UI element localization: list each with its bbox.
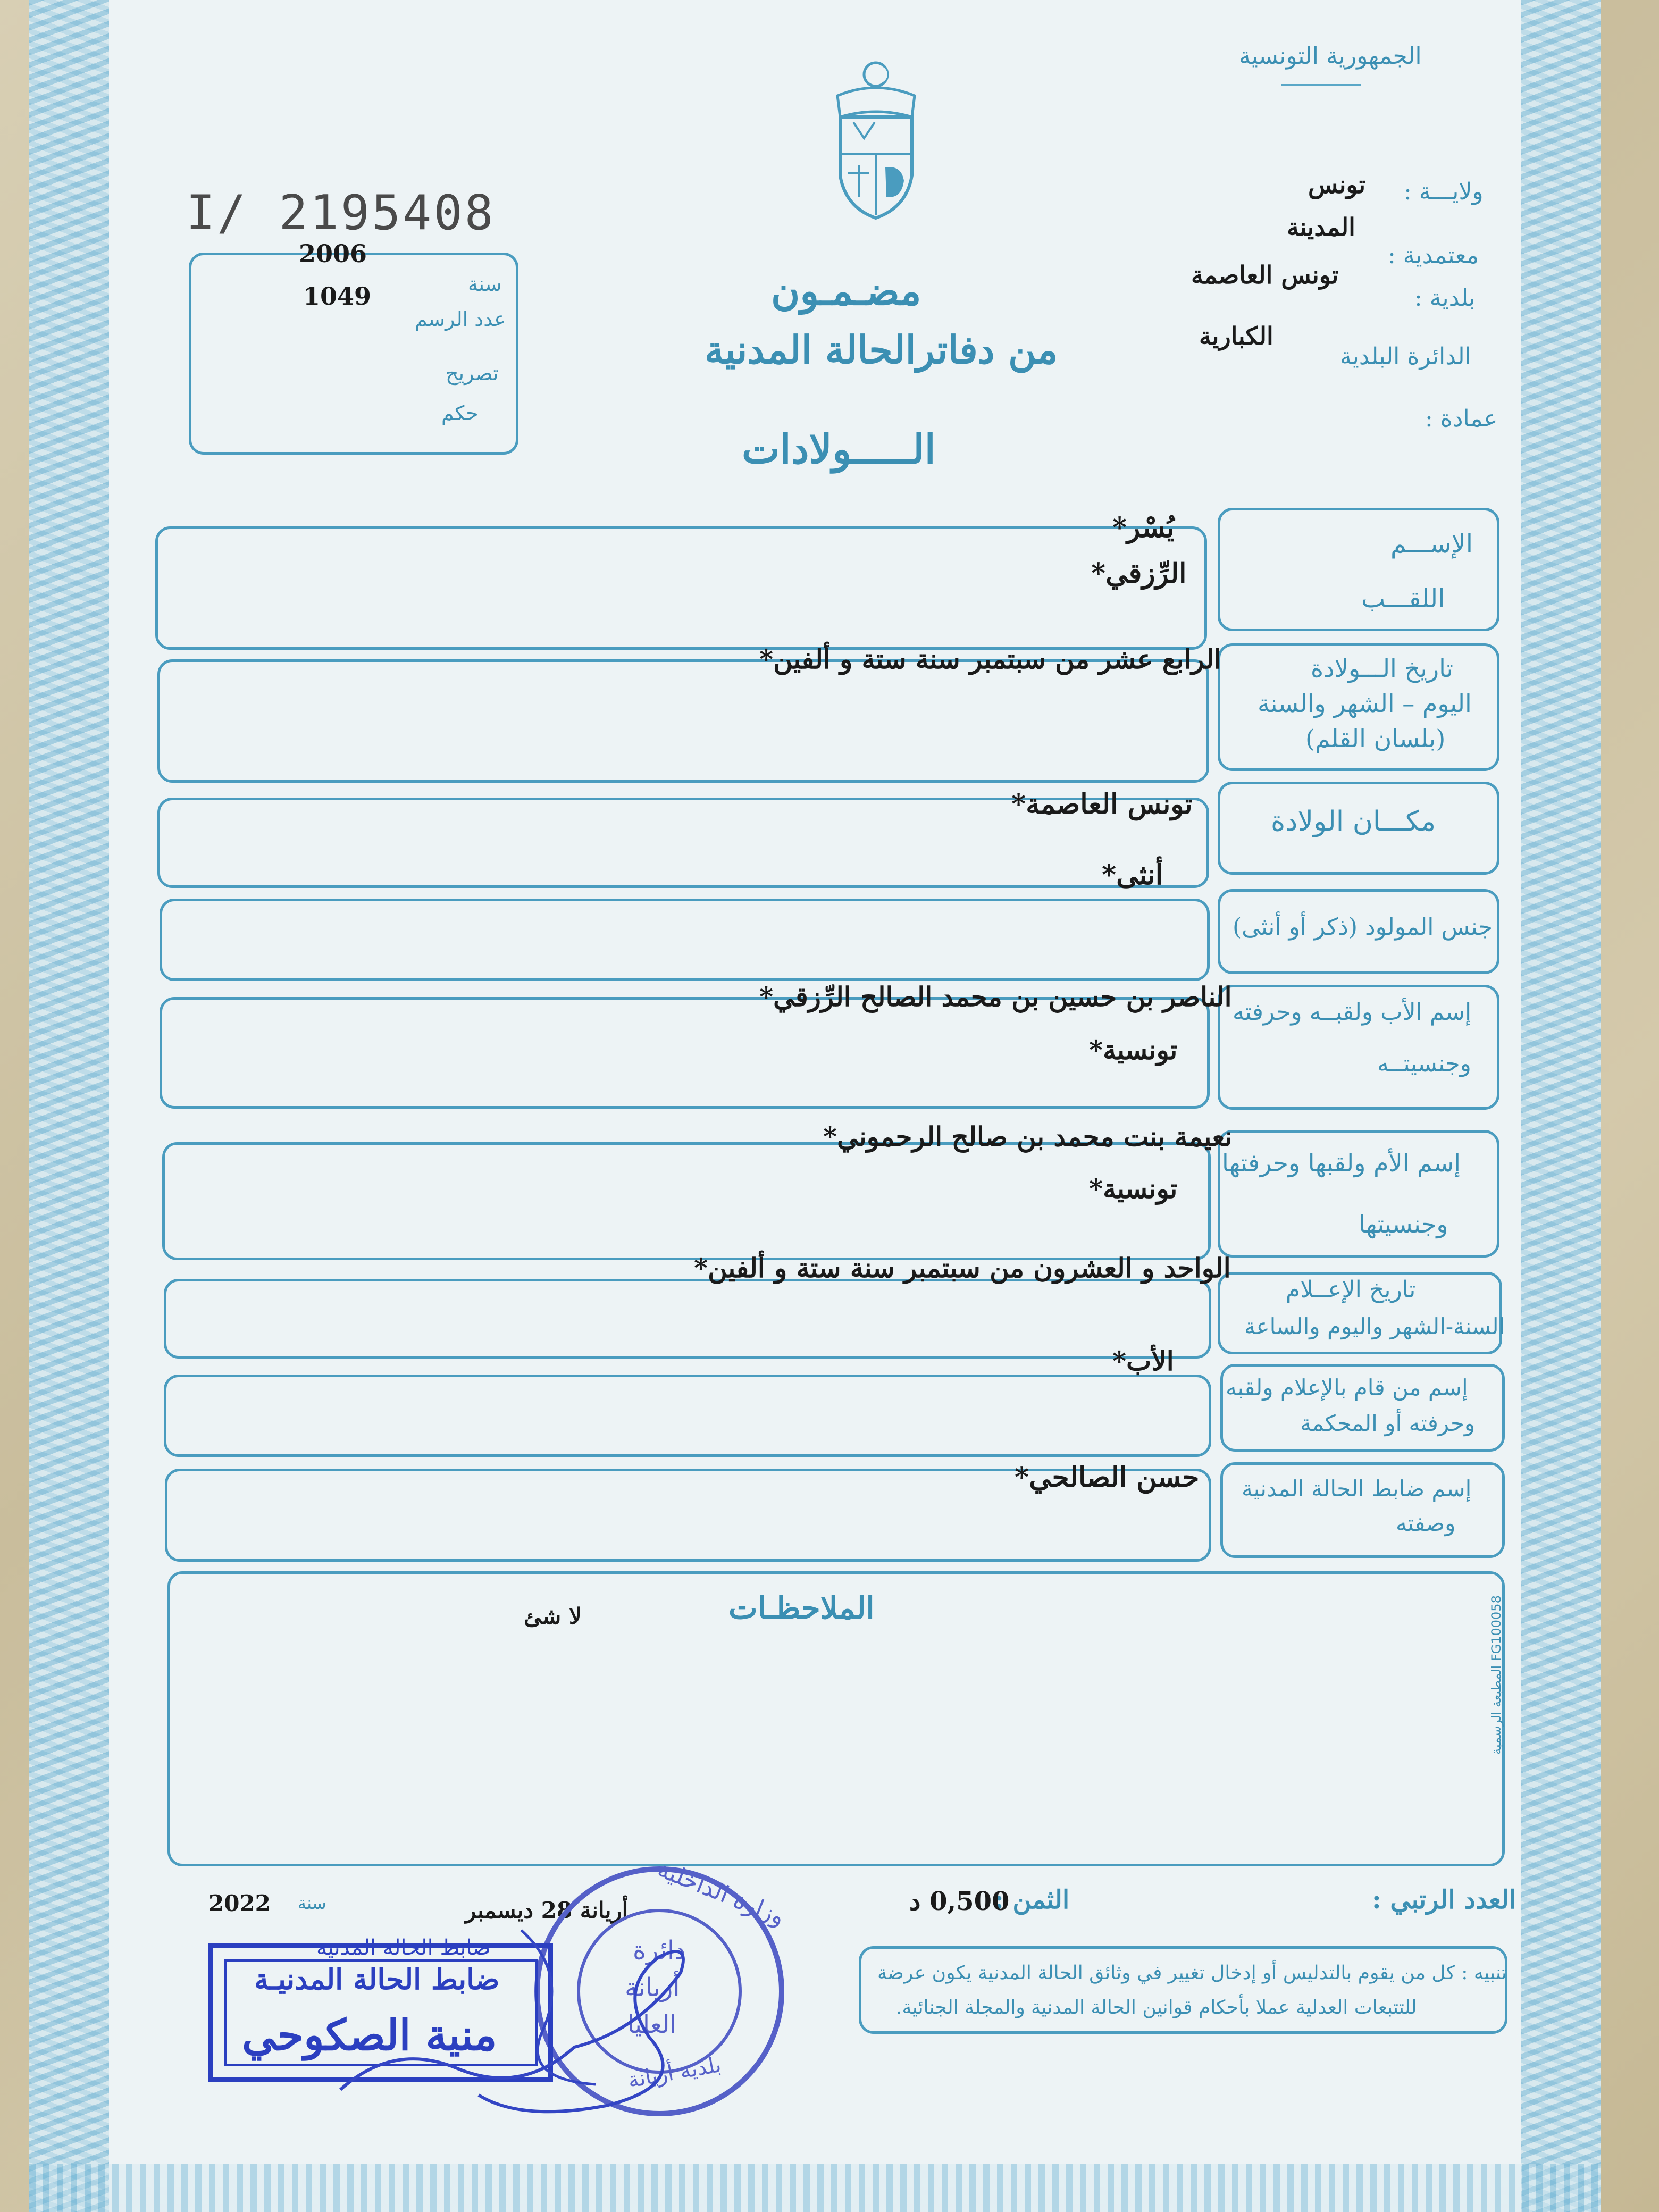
serial-number: I/ 2195408: [186, 185, 496, 241]
field-label-birth-date-1: تاريخ الـــولادة: [1311, 654, 1453, 683]
serial-number-label: العدد الرتبي :: [1372, 1885, 1516, 1915]
officer-signature: [319, 1909, 723, 2132]
field-label-mother-2: وجنسيتها: [1359, 1210, 1448, 1238]
governorate-value: تونس: [1308, 170, 1366, 199]
rect-stamp-officer-name: منية الصكوحي: [242, 2010, 497, 2060]
registry-number-value: 1049: [303, 282, 372, 311]
field-value-sex: أنثى*: [1102, 859, 1163, 891]
registry-judgment-label: حكم: [441, 401, 479, 425]
field-label-declarant-1: إسم من قام بالإعلام ولقبه: [1226, 1375, 1468, 1401]
printer-mark: المطبعة الرسمية FG100058: [1489, 1595, 1504, 1755]
district-value: الكبارية: [1199, 322, 1273, 350]
field-value-declaration-date: الواحد و العشرون من سبتمبر سنة ستة و ألفين*: [694, 1252, 1231, 1284]
rect-stamp-line-1: ضابط الحالة المدنية: [316, 1936, 491, 1960]
document-title: مضـمـون: [771, 269, 921, 314]
warning-line-1: تنبيه : كل من يقوم بالتدليس أو إدخال تغيير في وثائق الحالة المدنية يكون عرضة: [877, 1962, 1507, 1984]
registry-declaration-label: تصريح: [446, 362, 499, 385]
field-label-officer-2: وصفته: [1396, 1510, 1456, 1536]
field-label-father-2: وجنسيتــه: [1377, 1050, 1471, 1077]
field-value-mother-nationality: تونسية*: [1089, 1173, 1178, 1204]
price-value: 0,500 د: [909, 1887, 1010, 1916]
field-value-mother-name: نعيمة بنت محمد بن صالح الرحموني*: [823, 1121, 1233, 1152]
warning-box: [859, 1946, 1507, 2034]
field-label-first-name: الإســـم: [1390, 529, 1473, 559]
header-divider: [1281, 84, 1361, 86]
district-label: الدائرة البلدية: [1340, 343, 1471, 370]
field-label-declaration-date-2: السنة-الشهر واليوم والساعة: [1244, 1313, 1505, 1339]
field-value-box-mother: [162, 1142, 1211, 1260]
field-label-birth-place: مكـــان الولادة: [1271, 806, 1436, 837]
field-value-box-declarant: [164, 1375, 1211, 1457]
issue-year-label: سنة: [298, 1893, 326, 1913]
issue-place-date: أريانة 28 ديسمبر: [465, 1897, 629, 1923]
field-value-box-birth-date: [157, 659, 1209, 783]
field-value-box-father: [160, 997, 1210, 1109]
field-label-surname: اللقـــب: [1361, 584, 1445, 614]
remarks-label: الملاحظـات: [728, 1590, 875, 1626]
registry-year-value: 2006: [299, 239, 367, 268]
field-label-declarant-2: وحرفته أو المحكمة: [1300, 1410, 1476, 1436]
field-value-officer: حسن الصالحي*: [1015, 1461, 1200, 1494]
rect-stamp-line-2: ضابط الحالة المدنيـة: [254, 1962, 500, 1996]
field-value-father-name: الناصر بن حسين بن محمد الصالح الرِّزقي*: [759, 981, 1232, 1012]
governorate-label: ولايـــة :: [1404, 178, 1484, 205]
field-value-father-nationality: تونسية*: [1089, 1034, 1178, 1066]
field-label-declaration-date-1: تاريخ الإعــلام: [1286, 1276, 1416, 1303]
field-value-birth-date: الرابع عشر من سبتمبر سنة ستة و ألفين*: [759, 643, 1221, 675]
municipality-value: تونس العاصمة: [1191, 261, 1339, 289]
price-label: الثمن :: [994, 1885, 1070, 1915]
field-label-officer-1: إسم ضابط الحالة المدنية: [1242, 1476, 1472, 1502]
round-stamp-center-3: العليا: [627, 2010, 677, 2039]
field-label-birth-date-3: (بلسان القلم): [1305, 724, 1446, 753]
field-value-declarant: الأب*: [1112, 1345, 1174, 1377]
field-value-surname: الرِّزقي*: [1091, 557, 1187, 590]
delegation-value: المدينة: [1287, 213, 1355, 241]
field-value-box-declaration-date: [164, 1279, 1211, 1359]
field-value-first-name: يُسْر*: [1112, 512, 1175, 544]
round-stamp-bottom-text: بلدية أريانة: [626, 2052, 723, 2093]
field-label-birth-date-2: اليوم – الشهر والسنة: [1258, 689, 1472, 718]
republic-title: الجمهورية التونسية: [1239, 43, 1422, 70]
registry-number-label: عدد الرسم: [415, 307, 506, 331]
field-value-birth-place: تونس العاصمة*: [1011, 788, 1193, 820]
field-label-sex: جنس المولود (ذكر أو أنثى): [1233, 914, 1493, 941]
registry-year-label: سنة: [468, 272, 502, 296]
field-label-box-name: [1218, 508, 1499, 631]
field-value-box-sex: [160, 899, 1210, 981]
guilloche-border-bottom: [29, 2164, 1601, 2212]
field-label-mother-1: إسم الأم ولقبها وحرفتها: [1222, 1149, 1461, 1177]
round-stamp-center-1: دائرة: [633, 1936, 686, 1965]
sector-label: عمادة :: [1425, 405, 1498, 432]
guilloche-border-right: [1521, 0, 1601, 2212]
round-stamp-top-text: وزارة الداخلية: [653, 1855, 789, 1931]
document-subtitle: من دفاترالحالة المدنية: [705, 327, 1058, 372]
delegation-label: معتمدية :: [1388, 242, 1479, 269]
remarks-value: لا شئ: [524, 1603, 582, 1629]
coat-of-arms-emblem: [827, 58, 925, 223]
guilloche-border-left: [29, 0, 109, 2212]
round-stamp-center-2: أريانة: [625, 1973, 680, 2002]
warning-line-2: للتتبعات العدلية عملا بأحكام قوانين الحالة المدنية والمجلة الجنائية.: [896, 1997, 1417, 2018]
municipality-label: بلدية :: [1414, 284, 1476, 312]
field-value-box-name: [155, 526, 1207, 650]
field-label-father-1: إسم الأب ولقبــه وحرفته: [1233, 999, 1472, 1026]
issue-year-value: 2022: [208, 1890, 271, 1916]
section-title: الـــــولادات: [742, 425, 936, 473]
